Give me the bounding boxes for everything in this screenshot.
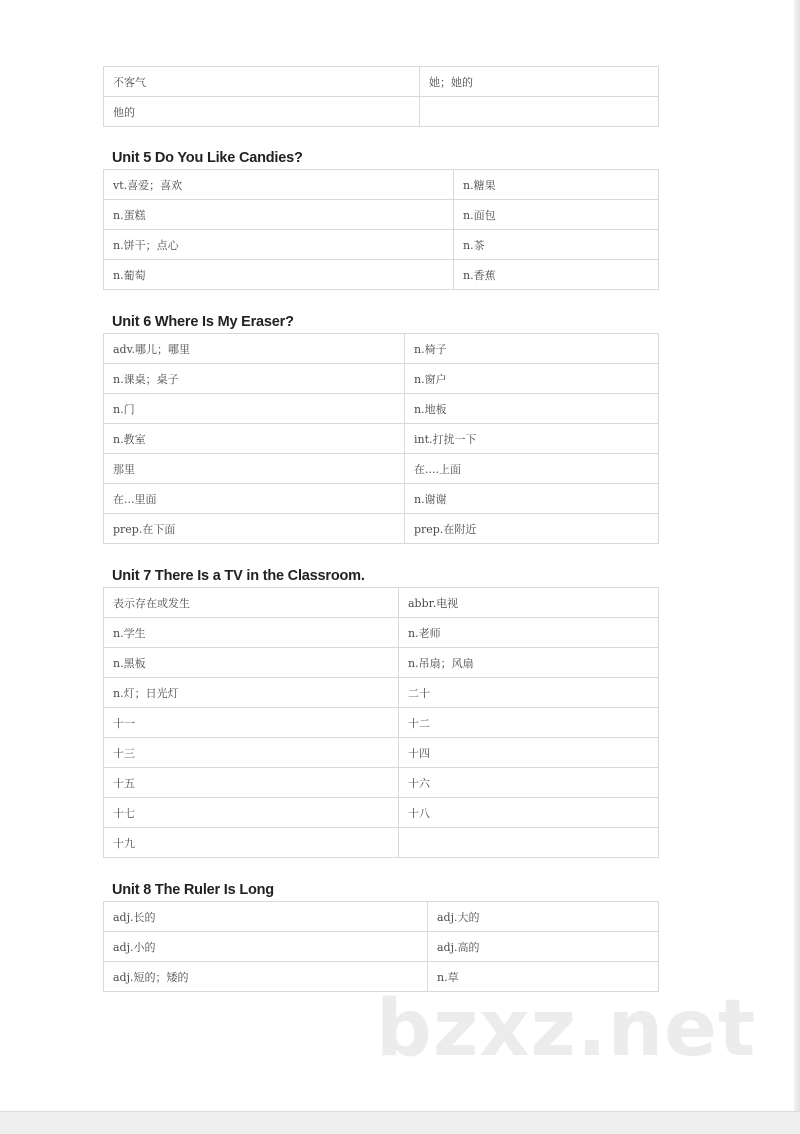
table-cell: n.吊扇；风扇 bbox=[399, 648, 659, 678]
table-cell: n.地板 bbox=[405, 394, 659, 424]
table-cell: 二十 bbox=[399, 678, 659, 708]
table-cell: 不客气 bbox=[104, 67, 420, 97]
table-row bbox=[104, 230, 659, 260]
table-cell: n.学生 bbox=[104, 618, 399, 648]
table-cell: 十一 bbox=[104, 708, 399, 738]
table-row bbox=[104, 798, 659, 828]
table-row bbox=[104, 67, 659, 97]
table-cell: 十四 bbox=[399, 738, 659, 768]
table-cell: n.谢谢 bbox=[405, 484, 659, 514]
table-row bbox=[104, 97, 659, 127]
table-cell: 那里 bbox=[104, 454, 405, 484]
table-row bbox=[104, 902, 659, 932]
unit-7-heading: Unit 7 There Is a TV in the Classroom. bbox=[112, 568, 365, 584]
table-row bbox=[104, 648, 659, 678]
table-cell: 在....上面 bbox=[405, 454, 659, 484]
table-row bbox=[104, 394, 659, 424]
table-row bbox=[104, 768, 659, 798]
table-cell: int.打扰一下 bbox=[405, 424, 659, 454]
table-cell: n.黑板 bbox=[104, 648, 399, 678]
table-cell: 十三 bbox=[104, 738, 399, 768]
table-row bbox=[104, 424, 659, 454]
page-edge-shadow bbox=[794, 0, 800, 1134]
table-cell: n.饼干；点心 bbox=[104, 230, 454, 260]
table-cell: adj.高的 bbox=[428, 932, 659, 962]
table-cell: n.面包 bbox=[454, 200, 659, 230]
table-row bbox=[104, 364, 659, 394]
table-cell: n.蛋糕 bbox=[104, 200, 454, 230]
table-cell: n.茶 bbox=[454, 230, 659, 260]
table-cell: n.椅子 bbox=[405, 334, 659, 364]
table-cell: prep.在下面 bbox=[104, 514, 405, 544]
unit-6-heading: Unit 6 Where Is My Eraser? bbox=[112, 314, 294, 330]
table-cell: adv.哪儿；哪里 bbox=[104, 334, 405, 364]
table-cell bbox=[399, 828, 659, 858]
table-row bbox=[104, 738, 659, 768]
unit-5-heading: Unit 5 Do You Like Candies? bbox=[112, 150, 303, 166]
table-cell: n.窗户 bbox=[405, 364, 659, 394]
table-cell: adj.小的 bbox=[104, 932, 428, 962]
table-row bbox=[104, 484, 659, 514]
table-row bbox=[104, 828, 659, 858]
table-row bbox=[104, 170, 659, 200]
table-cell: 她；她的 bbox=[420, 67, 659, 97]
table-cell: adj.大的 bbox=[428, 902, 659, 932]
table-cell: 十二 bbox=[399, 708, 659, 738]
table-cell: 十九 bbox=[104, 828, 399, 858]
table-row bbox=[104, 678, 659, 708]
table-cell: vt.喜爱；喜欢 bbox=[104, 170, 454, 200]
table-cell: n.香蕉 bbox=[454, 260, 659, 290]
table-cell: 十六 bbox=[399, 768, 659, 798]
table-cell: n.门 bbox=[104, 394, 405, 424]
table-cell: adj.长的 bbox=[104, 902, 428, 932]
table-cell: 在...里面 bbox=[104, 484, 405, 514]
table-cell: n.老师 bbox=[399, 618, 659, 648]
vocab-table-continued bbox=[103, 66, 659, 127]
unit-6-vocab-table bbox=[103, 333, 659, 544]
table-cell: 他的 bbox=[104, 97, 420, 127]
table-cell: abbr.电视 bbox=[399, 588, 659, 618]
table-row bbox=[104, 200, 659, 230]
table-cell: n.课桌；桌子 bbox=[104, 364, 405, 394]
table-row bbox=[104, 514, 659, 544]
table-cell: n.葡萄 bbox=[104, 260, 454, 290]
unit-8-vocab-table bbox=[103, 901, 659, 992]
table-cell: adj.短的；矮的 bbox=[104, 962, 428, 992]
table-cell: 表示存在或发生 bbox=[104, 588, 399, 618]
table-cell: 十五 bbox=[104, 768, 399, 798]
table-row bbox=[104, 618, 659, 648]
table-row bbox=[104, 334, 659, 364]
table-cell: n.草 bbox=[428, 962, 659, 992]
table-row bbox=[104, 454, 659, 484]
table-cell: n.糖果 bbox=[454, 170, 659, 200]
page-bottom-margin bbox=[0, 1111, 800, 1134]
table-cell: n.教室 bbox=[104, 424, 405, 454]
unit-7-vocab-table bbox=[103, 587, 659, 858]
table-cell: n.灯；日光灯 bbox=[104, 678, 399, 708]
table-row bbox=[104, 588, 659, 618]
unit-5-vocab-table bbox=[103, 169, 659, 290]
table-row bbox=[104, 708, 659, 738]
table-cell: 十八 bbox=[399, 798, 659, 828]
table-cell: prep.在附近 bbox=[405, 514, 659, 544]
watermark: bzxz.net bbox=[376, 984, 757, 1074]
table-row bbox=[104, 932, 659, 962]
unit-8-heading: Unit 8 The Ruler Is Long bbox=[112, 882, 274, 898]
table-cell: 十七 bbox=[104, 798, 399, 828]
table-row bbox=[104, 260, 659, 290]
table-cell bbox=[420, 97, 659, 127]
